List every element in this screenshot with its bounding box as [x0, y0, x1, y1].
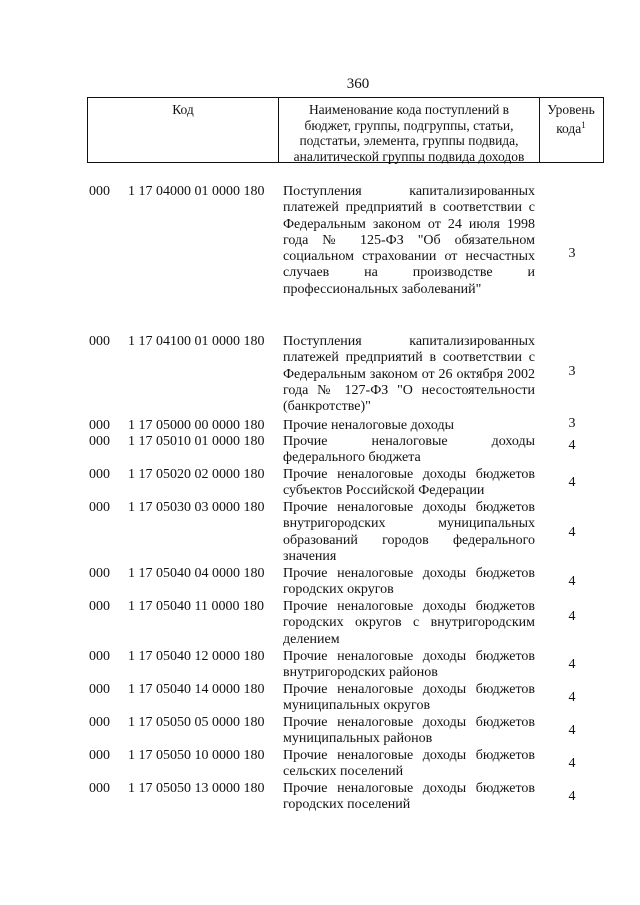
income-name: Прочие неналоговые доходы бюджетов сельских поселений — [283, 748, 535, 780]
income-code: 1 17 05030 03 0000 180 — [128, 500, 265, 515]
admin-code: 000 — [89, 748, 110, 763]
income-code: 1 17 05010 01 0000 180 — [128, 434, 265, 449]
table-row — [0, 184, 640, 334]
header-level-line2 — [538, 118, 604, 137]
code-level: 3 — [568, 364, 576, 379]
header-name — [278, 98, 540, 162]
admin-code: 000 — [89, 500, 110, 515]
code-level: 4 — [568, 574, 576, 589]
income-code: 1 17 05040 11 0000 180 — [128, 599, 264, 614]
code-level: 4 — [568, 723, 576, 738]
admin-code: 000 — [89, 418, 110, 433]
footnote-mark: 1 — [581, 119, 586, 130]
table-row — [0, 781, 640, 814]
table-header — [87, 97, 604, 163]
header-level — [538, 98, 604, 162]
table-row — [0, 599, 640, 649]
income-name: Прочие неналоговые доходы федерального бюджета — [283, 434, 535, 466]
table-row — [0, 748, 640, 781]
code-level: 4 — [568, 690, 576, 705]
header-code: Код — [172, 102, 194, 117]
income-code: 1 17 05000 00 0000 180 — [128, 418, 265, 433]
header-name-line: бюджет, группы, подгруппы, статьи, — [304, 117, 514, 133]
income-name: Прочие неналоговые доходы бюджетов внутригородских районов — [283, 649, 535, 681]
table-row — [0, 418, 640, 434]
table-row — [0, 334, 640, 418]
header-name-line: подстатьи, элемента, группы подвида, — [299, 133, 519, 148]
income-name: Прочие неналоговые доходы бюджетов субъектов Российской Федерации — [283, 467, 535, 499]
income-name: Прочие неналоговые доходы бюджетов городских округов — [283, 566, 535, 598]
income-code: 1 17 05050 13 0000 180 — [128, 781, 265, 796]
code-level: 4 — [568, 475, 576, 490]
income-name: Прочие неналоговые доходы бюджетов внутригородских муниципальных образований городов федерального значения — [283, 500, 535, 564]
table-body — [0, 184, 640, 814]
table-row — [0, 566, 640, 599]
income-code: 1 17 05020 02 0000 180 — [128, 467, 265, 482]
admin-code: 000 — [89, 566, 110, 581]
income-name: Поступления капитализированных платежей предприятий в соответствии с Федеральным законом от 26 октября 2002 года № 127-ФЗ "О несостоятельности (банкротстве)" — [283, 334, 535, 415]
admin-code: 000 — [89, 599, 110, 614]
code-level: 4 — [568, 657, 576, 672]
table-row — [0, 500, 640, 566]
income-name: Поступления капитализированных платежей предприятий в соответствии с Федеральным законом от 24 июля 1998 года № 125-ФЗ "Об обязательном социальном страховании от несчастных случаев на производстве и профессиональных заболеваний" — [283, 184, 535, 297]
page-number: 360 — [346, 76, 370, 92]
income-name: Прочие неналоговые доходы — [283, 418, 455, 433]
income-name: Прочие неналоговые доходы бюджетов городских округов с внутригородским делением — [283, 599, 535, 647]
code-level: 4 — [568, 756, 576, 771]
income-code: 1 17 05040 12 0000 180 — [128, 649, 265, 664]
admin-code: 000 — [89, 649, 110, 664]
income-code: 1 17 05040 14 0000 180 — [128, 682, 265, 697]
admin-code: 000 — [89, 434, 110, 449]
admin-code: 000 — [89, 682, 110, 697]
income-name: Прочие неналоговые доходы бюджетов городских поселений — [283, 781, 535, 813]
table-row — [0, 467, 640, 500]
income-name: Прочие неналоговые доходы бюджетов муниципальных округов — [283, 682, 535, 714]
code-level: 3 — [568, 416, 576, 431]
code-level: 4 — [568, 438, 576, 453]
table-row — [0, 649, 640, 682]
table-row — [0, 434, 640, 467]
code-level: 4 — [568, 789, 576, 804]
header-name-line: аналитической группы подвида доходов — [293, 148, 525, 164]
table-row — [0, 715, 640, 748]
header-level-line: Уровень — [547, 102, 595, 117]
income-code: 1 17 04000 01 0000 180 — [128, 184, 265, 199]
income-code: 1 17 05050 10 0000 180 — [128, 748, 265, 763]
admin-code: 000 — [89, 334, 110, 349]
header-level-text: кода — [556, 120, 582, 136]
code-level: 4 — [568, 609, 576, 624]
admin-code: 000 — [89, 781, 110, 796]
admin-code: 000 — [89, 715, 110, 730]
income-code: 1 17 05040 04 0000 180 — [128, 566, 265, 581]
income-name: Прочие неналоговые доходы бюджетов муниципальных районов — [283, 715, 535, 747]
income-code: 1 17 04100 01 0000 180 — [128, 334, 265, 349]
income-code: 1 17 05050 05 0000 180 — [128, 715, 265, 730]
code-level: 4 — [568, 525, 576, 540]
header-name-line: Наименование кода поступлений в — [308, 102, 510, 117]
table-row — [0, 682, 640, 715]
code-level: 3 — [568, 246, 576, 261]
admin-code: 000 — [89, 467, 110, 482]
admin-code: 000 — [89, 184, 110, 199]
